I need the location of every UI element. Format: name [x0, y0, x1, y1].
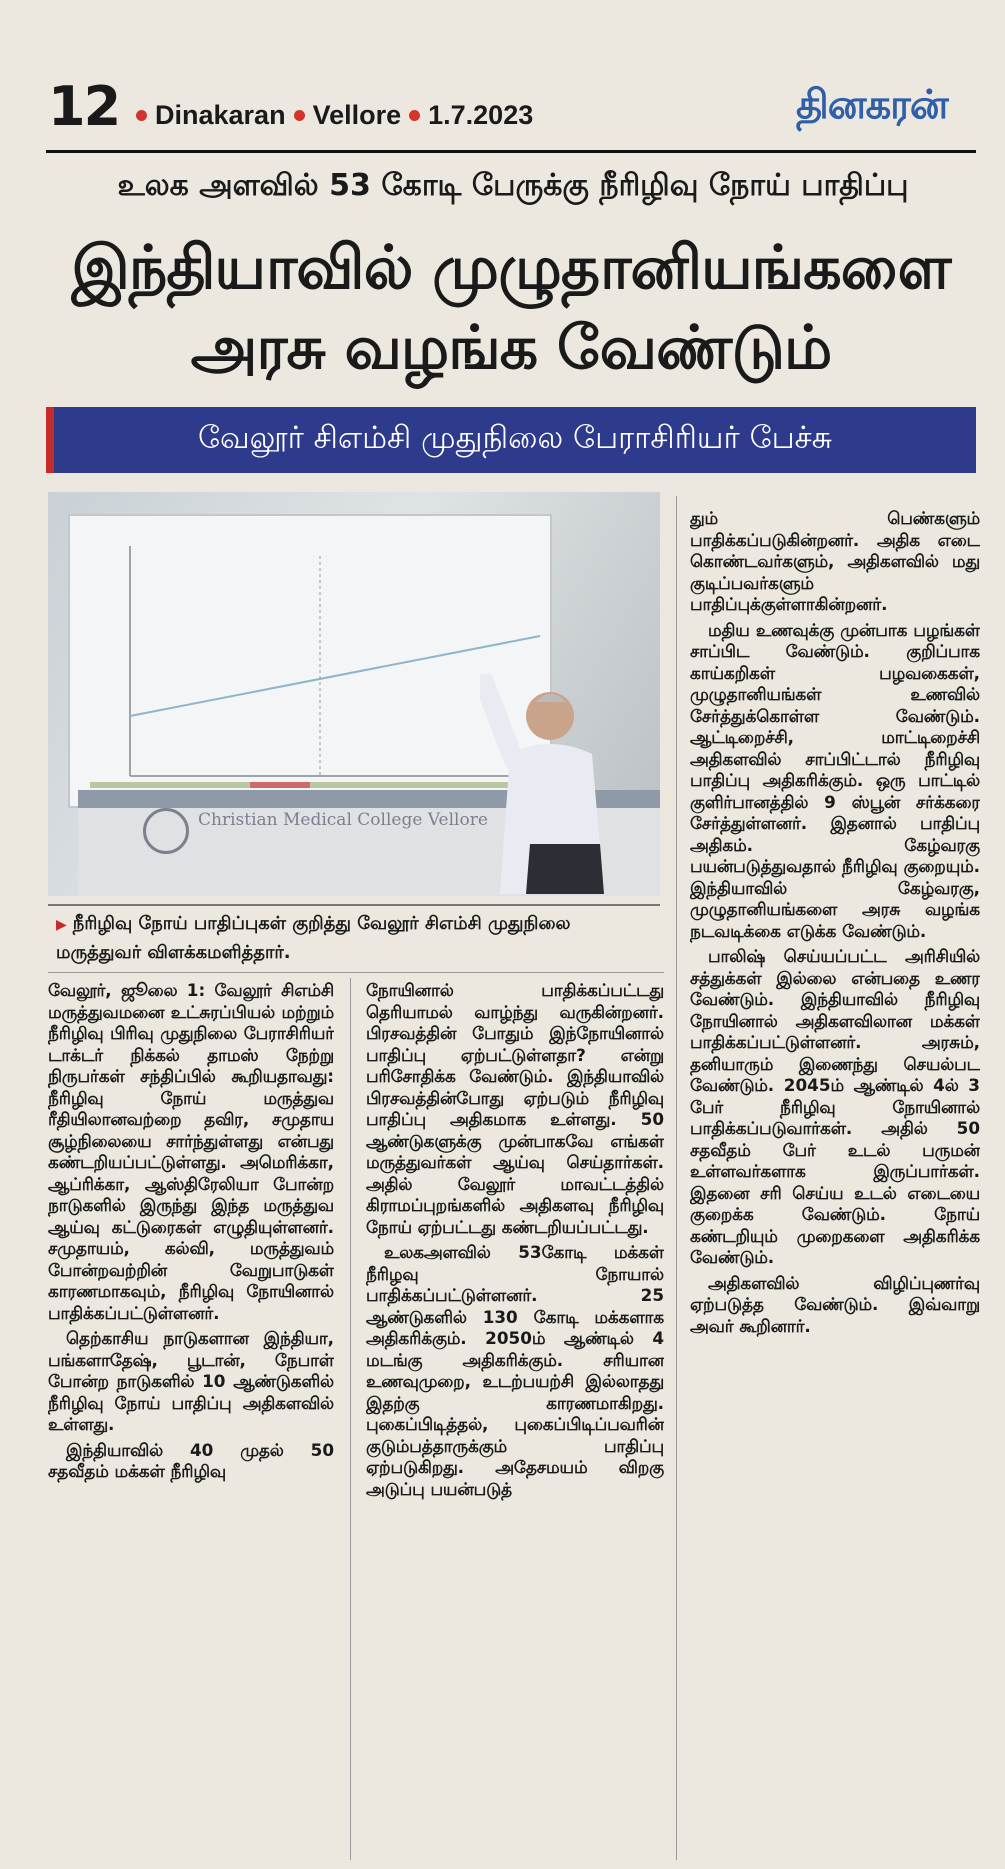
- paragraph: பாலிஷ் செய்யப்பட்ட அரிசியில் சத்துக்கள் இல்லை என்பதை உணர வேண்டும். இந்தியாவில் நீரிழிவு நோயினால் அதிகளவிலான மக்கள் பாதிக்கப்பட்டுள்ளனர். அரசும், தனியாரும் இணைந்து செயல்பட வேண்டும். 2045ம் ஆண்டில் 4ல் 3 பேர் நீரிழிவு நோயினால் பாதிக்கப்படுவார்கள். அதில் 50 சதவீதம் பேர் உடல் பருமன் உள்ளவர்களாக இருப்பார்கள். இதனை சரி செய்ய உடல் எடையை குறைக்க வேண்டும். நோய் கண்டறியும் முறைகளை அதிகரிக்க வேண்டும்.: [690, 946, 980, 1267]
- paragraph: இந்தியாவில் 40 முதல் 50 சதவீதம் மக்கள் நீரிழிவு: [48, 1439, 334, 1481]
- column-divider: [676, 496, 677, 1860]
- bullet-dot-icon: [136, 110, 147, 121]
- folio-line: [136, 100, 533, 131]
- body-column-3: [690, 508, 980, 1858]
- speaker-figure: [480, 674, 630, 894]
- caption-triangle-icon: ▶: [56, 917, 67, 933]
- caption-rule: [48, 904, 660, 906]
- edition-name: Vellore: [312, 100, 402, 130]
- subheadline-banner: [46, 407, 976, 473]
- headline-line-1: இந்தியாவில் முழுதானியங்களை: [71, 233, 951, 303]
- paragraph: மதிய உணவுக்கு முன்பாக பழங்கள் சாப்பிட வேண்டும். குறிப்பாக காய்கறிகள் பழவகைகள், முழுதானியங்கள் உணவில் சேர்த்துக்கொள்ள வேண்டும். ஆட்டிறைச்சி, மாட்டிறைச்சி அதிகளவில் சாப்பிட்டால் நீரிழிவு பாதிப்பு அதிகரிக்கும். ஒரு பாட்டில் குளிர்பானத்தில் 9 ஸ்பூன் சர்க்கரை சேர்த்துள்ளனர். இதனால் பாதிப்பு அதிகம். கேழ்வரகு பயன்படுத்துவதால் நீரிழிவு குறையும். இந்தியாவில் கேழ்வரகு, முழுதானியங்களை அரசு வழங்க நடவடிக்கை எடுக்க வேண்டும்.: [690, 619, 980, 941]
- photo-caption: [56, 910, 656, 966]
- caption-bottom-rule: [48, 972, 664, 973]
- bullet-dot-icon: [409, 110, 420, 121]
- publication-name: Dinakaran: [155, 100, 286, 130]
- projected-graph: [70, 516, 550, 806]
- paragraph: தெற்காசிய நாடுகளான இந்தியா, பங்களாதேஷ், பூடான், நேபாள் போன்ற நாடுகளில் 10 ஆண்டுகளில் நீரிழிவு நோய் பாதிப்பு அதிகளவில் உள்ளது.: [48, 1328, 334, 1434]
- article-kicker: உலக அளவில் 53 கோடி பேருக்கு நீரிழிவு நோய் பாதிப்பு: [117, 168, 909, 203]
- paragraph: வேலூர், ஜூலை 1: வேலூர் சிஎம்சி மருத்துவமனை உட்சுரப்பியல் மற்றும் நீரிழிவு பிரிவு முதுநிலை பேராசிரியர் டாக்டர் நிக்கல் தாமஸ் நேற்று நிருபர்கள் சந்திப்பில் கூறியதாவது: நீரிழிவு நோய் மருத்துவ ரீதியிலானவற்றை தவிர, சமுதாய சூழ்நிலையை சார்ந்துள்ளது என்பது கண்டறியப்பட்டுள்ளது. அமெரிக்கா, ஆப்ரிக்கா, ஆஸ்திரேலியா போன்ற நாடுகளில் இருந்து இந்த மருத்துவ ஆய்வு கட்டுரைகள் எழுதியுள்ளனர். சமுதாயம், கல்வி, மருத்துவம் போன்றவற்றின் வேறுபாடுகள் காரணமாகவும், நீரிழிவு நோயினால் பாதிக்கப்பட்டுள்ளனர்.: [48, 980, 334, 1323]
- body-column-2: [366, 980, 664, 1860]
- caption-text: நீரிழிவு நோய் பாதிப்புகள் குறித்து வேலூர் சிஎம்சி முதுநிலை மருத்துவர் விளக்கமளித்தார்.: [56, 913, 571, 963]
- paragraph: அதிகளவில் விழிப்புணர்வு ஏற்படுத்த வேண்டும். இவ்வாறு அவர் கூறினார்.: [690, 1272, 980, 1336]
- paragraph: உலகஅளவில் 53கோடி மக்கள் நீரிழவு நோயால் பாதிக்கப்பட்டுள்ளனர். 25 ஆண்டுகளில் 130 கோடி மக்களாக அதிகரிக்கும். 2050ம் ஆண்டில் 4 மடங்கு அதிகரிக்கும். சரியான உணவுமுறை, உடற்பயற்சி இல்லாதது இதற்கு காரணமாகிறது. புகைப்பிடித்தல், புகைப்பிடிப்பவரின் குடும்பத்தாருக்கும் பாதிப்பு ஏற்படுகிறது. அதேசமயம் விறகு அடுப்பு பயன்படுத்: [366, 1242, 664, 1499]
- issue-date: 1.7.2023: [428, 100, 534, 130]
- masthead-logo: தினகரன்: [796, 82, 948, 128]
- paragraph: தும் பெண்களும் பாதிக்கப்படுகின்றனர். அதிக எடை கொண்டவர்களும், அதிகளவில் மது குடிப்பவர்களும் பாதிப்புக்குள்ளாகின்றனர்.: [690, 508, 980, 614]
- headline-line-2: அரசு வழங்க வேண்டும்: [190, 313, 832, 383]
- page-number: 12: [48, 75, 120, 138]
- paragraph: நோயினால் பாதிக்கப்பட்டது தெரியாமல் வாழ்ந்து வருகின்றனர். பிரசவத்தின் போதும் இந்நோயினால் பாதிப்பு ஏற்பட்டுள்ளதா? என்று பரிசோதிக்க வேண்டும். இந்தியாவில் பிரசவத்தின்போது ஏற்படும் நீரிழிவு பாதிப்பு அதிகமாக உள்ளது. 50 ஆண்டுகளுக்கு முன்பாகவே எங்கள் மருத்துவர்கள் ஆய்வு செய்தார்கள். அதில் வேலூர் மாவட்டத்தில் கிராமப்புறங்களில் அதிகளவு நீரிழிவு நோய் ஏற்பட்டது கண்டறியப்பட்டது.: [366, 980, 664, 1237]
- podium-text: Christian Medical College Vellore: [198, 810, 488, 830]
- bullet-dot-icon: [294, 110, 305, 121]
- header-rule: [46, 150, 976, 153]
- body-column-1: [48, 980, 334, 1860]
- article-photo: [48, 492, 660, 896]
- article-headline: [46, 228, 976, 388]
- cmc-logo-icon: [143, 808, 189, 854]
- column-divider: [350, 978, 351, 1860]
- subheadline-text: வேலூர் சிஎம்சி முதுநிலை பேராசிரியர் பேச்சு: [197, 420, 833, 456]
